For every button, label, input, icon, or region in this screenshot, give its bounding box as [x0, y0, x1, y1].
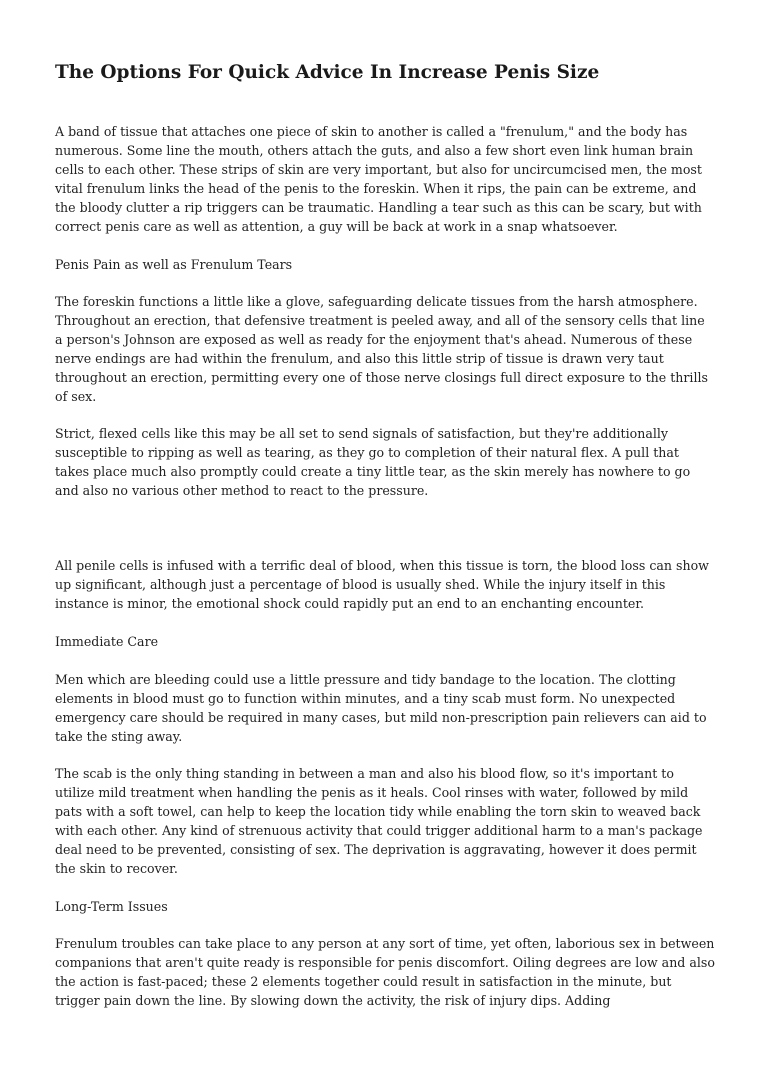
heading-penis-pain: Penis Pain as well as Frenulum Tears	[55, 257, 293, 272]
paragraph-strict-cells: Strict, flexed cells like this may be all set to send signals of satisfaction, but they're additionally susceptible to ripping as well as tearing, as they go to completion of their natural flex. A pull that takes place much also promptly could create a tiny little tear, as the skin merely has nowhere to go and also no various other method to react to the pressure.	[55, 426, 691, 498]
paragraph-long-term: Frenulum troubles can take place to any person at any sort of time, yet often, laborious sex in between companions that aren't quite ready is responsible for penis discomfort. Oiling degrees are low and also the action is fast-paced; these 2 elements together could result in satisfaction in the minute, but trigger pain down the line. By slowing down the activity, the risk of injury dips. Adding	[55, 936, 715, 1008]
paragraph-immediate-care: Men which are bleeding could use a little pressure and tidy bandage to the location. The clotting elements in blood must go to function within minutes, and a tiny scab must form. No unexpected emergency care should be required in many cases, but mild non-prescription pain relievers can aid to take the sting away.	[55, 672, 707, 744]
paragraph-scab: The scab is the only thing standing in between a man and also his blood flow, so it's important to utilize mild treatment when handling the penis as it heals. Cool rinses with water, followed by mild pats with a soft towel, can help to keep the location tidy while enabling the torn skin to weaved back with each other. Any kind of strenuous activity that could trigger additional harm to a man's package deal need to be prevented, consisting of sex. The deprivation is aggravating, however it does permit the skin to recover.	[55, 766, 703, 876]
paragraph-foreskin: The foreskin functions a little like a glove, safeguarding delicate tissues from the harsh atmosphere. Throughout an erection, that defensive treatment is peeled away, and all of the sensory cells that line a person's Johnson are exposed as well as ready for the enjoyment that's ahead. Numerous of these nerve endings are had within the frenulum, and also this little strip of tissue is drawn very taut throughout an erection, permitting every one of those nerve closings full direct exposure to the thrills of sex.	[55, 294, 708, 404]
paragraph-blood: All penile cells is infused with a terrific deal of blood, when this tissue is torn, the blood loss can show up significant, although just a percentage of blood is usually shed. While the injury itself in this instance is minor, the emotional shock could rapidly put an end to an enchanting encounter.	[55, 558, 709, 611]
paragraph-frenulum-intro: A band of tissue that attaches one piece of skin to another is called a "frenulum," and the body has numerous. Some line the mouth, others attach the guts, and also a few short even link human brain cells to each other. These strips of skin are very important, but also for uncircumcised men, the most vital frenulum links the head of the penis to the foreskin. When it rips, the pain can be extreme, and the bloody clutter a rip triggers can be traumatic. Handling a tear such as this can be scary, but with correct penis care as well as attention, a guy will be back at work in a snap whatsoever.	[55, 124, 702, 234]
document-title: The Options For Quick Advice In Increase Penis Size	[55, 62, 600, 83]
heading-immediate-care: Immediate Care	[55, 634, 159, 649]
heading-long-term: Long-Term Issues	[55, 899, 168, 914]
